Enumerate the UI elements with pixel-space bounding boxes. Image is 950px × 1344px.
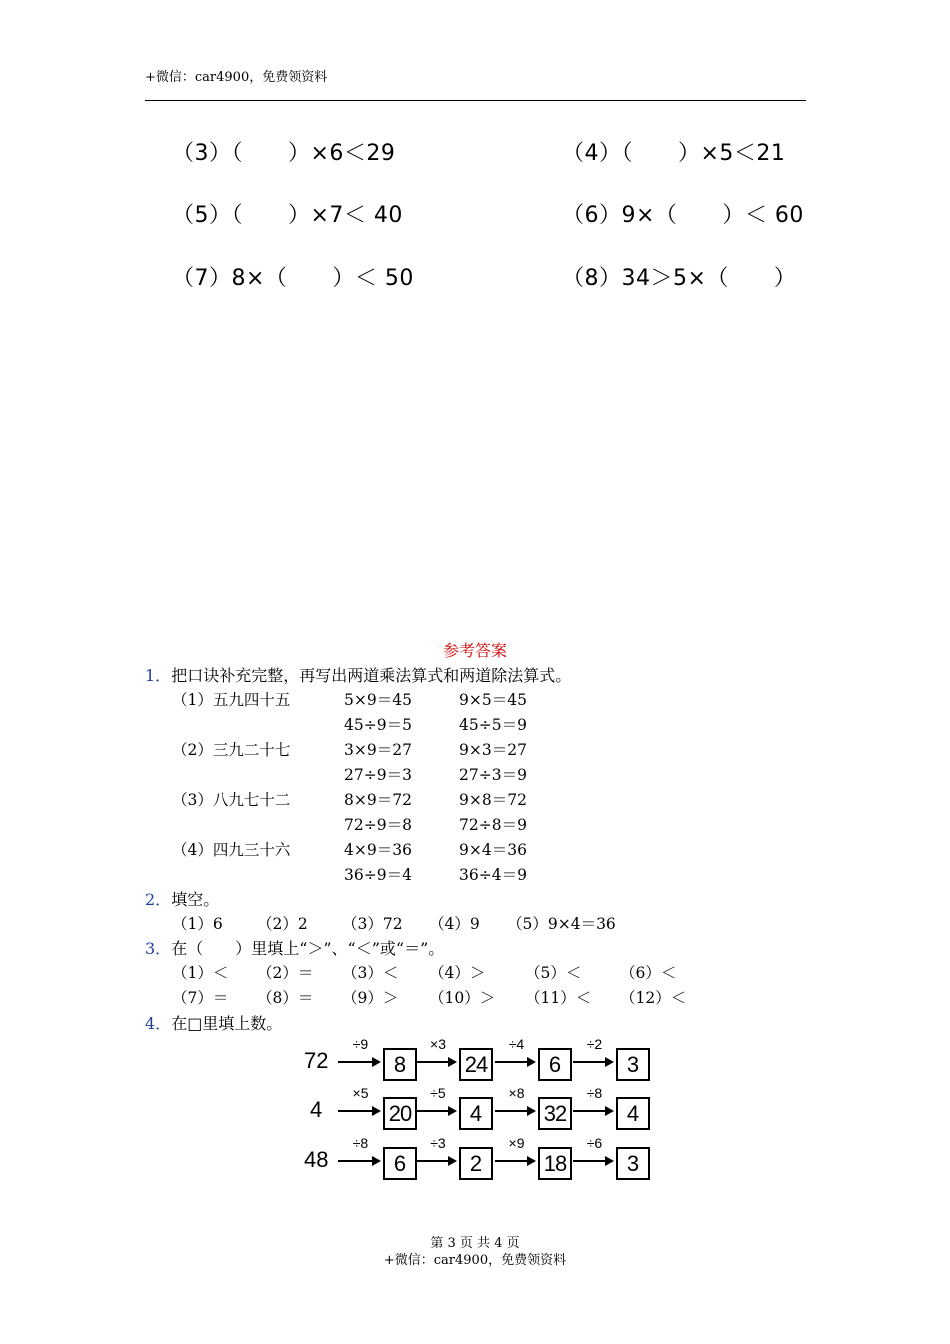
q1-row-a: 5×9＝45 (344, 691, 412, 709)
q1-row-label: （4）四九三十六 (172, 841, 291, 859)
q2-item-3: （3）72 (342, 915, 403, 933)
chain-answer-box: 6 (383, 1147, 417, 1180)
page-number: 第 3 页 共 4 页 (430, 1236, 520, 1251)
q2-text: 填空。 (171, 890, 220, 909)
chain-operation: ÷3 (430, 1135, 446, 1151)
q3-text: 在（ ）里填上“＞”、“＜”或“＝”。 (171, 939, 445, 958)
q1-row-a: 3×9＝27 (344, 741, 412, 759)
q1-row-b: 9×5＝45 (459, 691, 527, 709)
chain-operation: ÷6 (586, 1135, 603, 1151)
chain-row (300, 1135, 660, 1183)
q2-number: 2． (145, 890, 172, 909)
q3-item-5: （5）＜ (525, 964, 582, 982)
chain-operation: ÷2 (586, 1036, 603, 1052)
header-rule (145, 100, 806, 101)
exercise-7: （7）8×（ ）＜ 50 (172, 266, 414, 291)
chain-arrow (573, 1110, 612, 1112)
chain-answer-box: 3 (616, 1147, 650, 1180)
answers-title: 参考答案 (442, 641, 507, 660)
q1-heading (145, 663, 571, 686)
chain-answer-box: 2 (459, 1147, 493, 1180)
q3-item-1: （1）＜ (172, 964, 229, 982)
q1-number: 1． (145, 666, 172, 685)
q3-item-10: （10）＞ (429, 989, 496, 1007)
q3-number: 3． (145, 939, 172, 958)
q2-item-5: （5）9×4＝36 (507, 915, 616, 933)
q1-row-b: 45÷5＝9 (459, 716, 527, 734)
chain-operation: ×8 (508, 1085, 525, 1101)
q1-row-b: 27÷3＝9 (459, 766, 527, 784)
q3-heading (145, 936, 444, 959)
exercise-3: （3）（ ）×6＜29 (172, 141, 396, 166)
chain-arrow (417, 1061, 455, 1063)
chain-arrow (338, 1061, 379, 1063)
chain-arrow (495, 1160, 534, 1162)
chain-arrow (338, 1160, 379, 1162)
chain-arrow (573, 1061, 612, 1063)
chain-answer-box: 32 (538, 1097, 572, 1130)
q1-row-label: （2）三九二十七 (172, 741, 291, 759)
q1-row-a: 45÷9＝5 (344, 716, 412, 734)
chain-start-number: 72 (304, 1048, 329, 1073)
q1-row-a: 72÷9＝8 (344, 816, 412, 834)
chain-start-number: 48 (304, 1147, 329, 1172)
q3-item-2: （2）＝ (257, 964, 314, 982)
q3-item-7: （7）＝ (172, 989, 229, 1007)
chain-arrow (573, 1160, 612, 1162)
q2-item-2: （2）2 (257, 915, 308, 933)
chain-answer-box: 18 (538, 1147, 572, 1180)
chain-operation: ×5 (352, 1085, 369, 1101)
page-header: +微信：car4900，免费领资料 (145, 70, 328, 85)
q1-row-a: 8×9＝72 (344, 791, 412, 809)
exercise-4: （4）（ ）×5＜21 (562, 141, 786, 166)
q1-row-label: （1）五九四十五 (172, 691, 291, 709)
chain-arrow (495, 1110, 534, 1112)
q3-item-6: （6）＜ (620, 964, 677, 982)
exercise-8: （8）34＞5×（ ） (562, 266, 797, 291)
chain-row (300, 1036, 660, 1084)
chain-answer-box: 4 (616, 1097, 650, 1130)
chain-answer-box: 6 (538, 1048, 572, 1081)
chain-answer-box: 8 (383, 1048, 417, 1081)
q3-item-9: （9）＞ (342, 989, 399, 1007)
q3-item-8: （8）＝ (257, 989, 314, 1007)
q1-text: 把口诀补充完整，再写出两道乘法算式和两道除法算式。 (171, 666, 572, 685)
chain-operation: ×9 (508, 1135, 525, 1151)
q1-row-a: 4×9＝36 (344, 841, 412, 859)
q3-item-12: （12）＜ (620, 989, 687, 1007)
footer-text: +微信：car4900，免费领资料 (383, 1253, 567, 1268)
chain-arrow (417, 1160, 455, 1162)
q1-row-a: 36÷9＝4 (344, 866, 412, 884)
q3-item-3: （3）＜ (342, 964, 399, 982)
q1-row-a: 27÷9＝3 (344, 766, 412, 784)
chain-answer-box: 20 (383, 1097, 417, 1130)
q4-heading (145, 1011, 282, 1034)
q1-row-b: 9×8＝72 (459, 791, 527, 809)
q1-row-b: 36÷4＝9 (459, 866, 527, 884)
q2-heading (145, 887, 219, 910)
exercise-5: （5）（ ）×7＜ 40 (172, 203, 403, 228)
q1-row-b: 9×4＝36 (459, 841, 527, 859)
chain-answer-box: 3 (616, 1048, 650, 1081)
q3-item-11: （11）＜ (525, 989, 592, 1007)
chain-operation: ÷4 (508, 1036, 525, 1052)
chain-arrow (417, 1110, 455, 1112)
chain-operation: ÷5 (430, 1085, 446, 1101)
chain-start-number: 4 (310, 1097, 323, 1122)
q2-item-1: （1）6 (172, 915, 223, 933)
exercise-6: （6）9×（ ）＜ 60 (562, 203, 804, 228)
chain-answer-box: 24 (459, 1048, 493, 1081)
q4-text: 在□里填上数。 (171, 1014, 283, 1033)
chain-operation: ÷8 (586, 1085, 603, 1101)
chain-arrow (338, 1110, 379, 1112)
chain-operation: ×3 (430, 1036, 446, 1052)
q2-item-4: （4）9 (429, 915, 480, 933)
q1-row-label: （3）八九七十二 (172, 791, 291, 809)
chain-arrow (495, 1061, 534, 1063)
q4-number: 4． (145, 1014, 172, 1033)
chain-operation: ÷9 (352, 1036, 369, 1052)
q1-row-b: 72÷8＝9 (459, 816, 527, 834)
q1-row-b: 9×3＝27 (459, 741, 527, 759)
chain-answer-box: 4 (459, 1097, 493, 1130)
chain-row (300, 1085, 660, 1133)
chain-operation: ÷8 (352, 1135, 369, 1151)
q3-item-4: （4）＞ (429, 964, 486, 982)
